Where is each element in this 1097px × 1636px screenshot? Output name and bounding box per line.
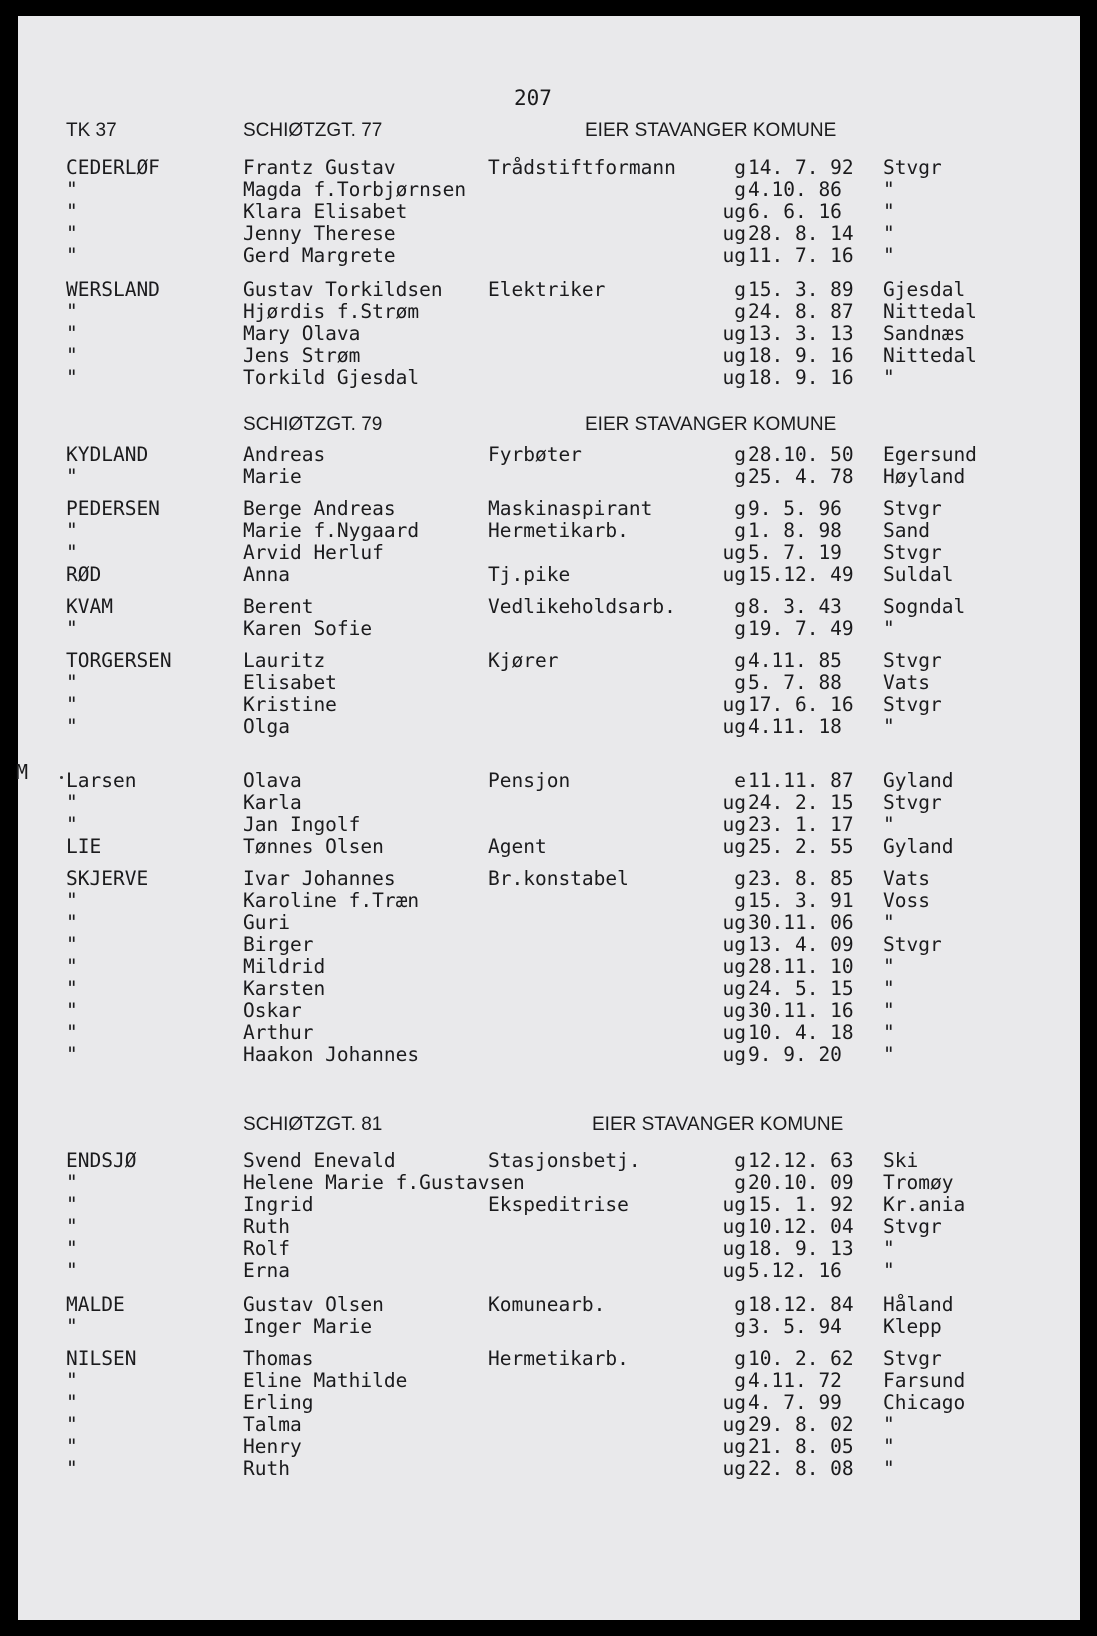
birth-place: Høyland xyxy=(883,465,966,488)
marital-status: ug xyxy=(722,1215,746,1238)
birth-place: " xyxy=(883,1021,895,1044)
family-name: " xyxy=(66,1237,78,1260)
page-number: 207 xyxy=(514,86,552,110)
birth-place: Sogndal xyxy=(883,595,966,618)
birth-place: Stvgr xyxy=(883,791,942,814)
family-name: " xyxy=(66,955,78,978)
marital-status: ug xyxy=(722,222,746,245)
marital-status: ug xyxy=(722,244,746,267)
given-name: Gustav Olsen xyxy=(243,1293,384,1316)
family-name: " xyxy=(66,519,78,542)
given-name: Lauritz xyxy=(243,649,326,672)
birth-date: 13. 3. 13 xyxy=(748,322,854,345)
birth-place: Klepp xyxy=(883,1315,942,1338)
marital-status: g xyxy=(734,1369,746,1392)
owner-label: EIER STAVANGER KOMUNE xyxy=(592,1114,844,1135)
birth-place: Suldal xyxy=(883,563,954,586)
birth-place: " xyxy=(883,1259,895,1282)
family-name: " xyxy=(66,322,78,345)
occupation: Fyrbøter xyxy=(488,443,582,466)
given-name: Anna xyxy=(243,563,290,586)
birth-date: 24. 2. 15 xyxy=(748,791,854,814)
given-name: Karla xyxy=(243,791,302,814)
given-name: Olga xyxy=(243,715,290,738)
family-name: " xyxy=(66,1171,78,1194)
family-name: PEDERSEN xyxy=(66,497,160,520)
occupation: Hermetikarb. xyxy=(488,519,629,542)
family-name: " xyxy=(66,1369,78,1392)
birth-place: " xyxy=(883,244,895,267)
marital-status: g xyxy=(734,671,746,694)
record-row xyxy=(0,834,1097,860)
birth-date: 4.11. 18 xyxy=(748,715,842,738)
birth-place: " xyxy=(883,911,895,934)
birth-place: Farsund xyxy=(883,1369,966,1392)
birth-place: " xyxy=(883,955,895,978)
occupation: Ekspeditrise xyxy=(488,1193,629,1216)
given-name: Berge Andreas xyxy=(243,497,396,520)
family-name: " xyxy=(66,1193,78,1216)
birth-place: Stvgr xyxy=(883,1215,942,1238)
birth-place: " xyxy=(883,1435,895,1458)
street-address: SCHIØTZGT. 79 xyxy=(243,414,383,435)
marital-status: ug xyxy=(722,366,746,389)
family-name: " xyxy=(66,366,78,389)
marital-status: e xyxy=(734,769,746,792)
birth-date: 14. 7. 92 xyxy=(748,156,854,179)
birth-date: 23. 1. 17 xyxy=(748,813,854,836)
family-name: " xyxy=(66,671,78,694)
occupation: Stasjonsbetj. xyxy=(488,1149,641,1172)
marital-status: g xyxy=(734,889,746,912)
marital-status: ug xyxy=(722,1413,746,1436)
family-name: TORGERSEN xyxy=(66,649,172,672)
birth-date: 4. 7. 99 xyxy=(748,1391,842,1414)
given-name: Karoline f.Træn xyxy=(243,889,420,912)
birth-date: 1. 8. 98 xyxy=(748,519,842,542)
given-name: Torkild Gjesdal xyxy=(243,366,420,389)
birth-place: " xyxy=(883,1413,895,1436)
birth-place: Gyland xyxy=(883,769,954,792)
family-name: " xyxy=(66,541,78,564)
marital-status: ug xyxy=(722,1021,746,1044)
birth-place: " xyxy=(883,200,895,223)
birth-date: 11.11. 87 xyxy=(748,769,854,792)
tk-label: TK 37 xyxy=(66,120,117,141)
birth-date: 4.10. 86 xyxy=(748,178,842,201)
given-name: Birger xyxy=(243,933,314,956)
given-name: Svend Enevald xyxy=(243,1149,396,1172)
marital-status: ug xyxy=(722,1193,746,1216)
birth-place: Stvgr xyxy=(883,933,942,956)
family-name: " xyxy=(66,178,78,201)
family-name: " xyxy=(66,933,78,956)
birth-date: 25. 2. 55 xyxy=(748,835,854,858)
marital-status: ug xyxy=(722,322,746,345)
birth-place: " xyxy=(883,813,895,836)
birth-date: 24. 8. 87 xyxy=(748,300,854,323)
marital-status: g xyxy=(734,1315,746,1338)
owner-label: EIER STAVANGER KOMUNE xyxy=(585,120,837,141)
birth-place: Tromøy xyxy=(883,1171,954,1194)
birth-date: 8. 3. 43 xyxy=(748,595,842,618)
given-name: Rolf xyxy=(243,1237,290,1260)
marital-status: ug xyxy=(722,1043,746,1066)
birth-place: Stvgr xyxy=(883,541,942,564)
birth-place: " xyxy=(883,1237,895,1260)
given-name: Mildrid xyxy=(243,955,326,978)
family-name: Larsen xyxy=(66,769,137,792)
birth-place: Håland xyxy=(883,1293,954,1316)
birth-date: 3. 5. 94 xyxy=(748,1315,842,1338)
record-row xyxy=(0,616,1097,642)
birth-date: 15. 1. 92 xyxy=(748,1193,854,1216)
given-name: Inger Marie xyxy=(243,1315,373,1338)
marital-status: ug xyxy=(722,911,746,934)
birth-place: Sand xyxy=(883,519,930,542)
given-name: Mary Olava xyxy=(243,322,361,345)
marital-status: ug xyxy=(722,1457,746,1480)
birth-date: 15. 3. 89 xyxy=(748,278,854,301)
given-name: Karsten xyxy=(243,977,326,1000)
occupation: Elektriker xyxy=(488,278,606,301)
marital-status: ug xyxy=(722,955,746,978)
family-name: ENDSJØ xyxy=(66,1149,137,1172)
family-name: " xyxy=(66,715,78,738)
family-name: " xyxy=(66,1215,78,1238)
family-name: " xyxy=(66,244,78,267)
family-name: " xyxy=(66,911,78,934)
given-name: Gustav Torkildsen xyxy=(243,278,443,301)
given-name: Jens Strøm xyxy=(243,344,361,367)
marital-status: ug xyxy=(722,563,746,586)
family-name: RØD xyxy=(66,563,102,586)
birth-date: 6. 6. 16 xyxy=(748,200,842,223)
marital-status: g xyxy=(734,278,746,301)
given-name: Klara Elisabet xyxy=(243,200,408,223)
birth-date: 24. 5. 15 xyxy=(748,977,854,1000)
family-name: " xyxy=(66,617,78,640)
birth-place: " xyxy=(883,977,895,1000)
record-row xyxy=(0,243,1097,269)
marital-status: g xyxy=(734,595,746,618)
birth-date: 9. 5. 96 xyxy=(748,497,842,520)
family-name: MALDE xyxy=(66,1293,125,1316)
birth-date: 10. 4. 18 xyxy=(748,1021,854,1044)
family-name: KYDLAND xyxy=(66,443,149,466)
given-name: Karen Sofie xyxy=(243,617,373,640)
birth-date: 18. 9. 16 xyxy=(748,366,854,389)
marital-status: ug xyxy=(722,933,746,956)
marital-status: ug xyxy=(722,1259,746,1282)
birth-date: 11. 7. 16 xyxy=(748,244,854,267)
birth-date: 20.10. 09 xyxy=(748,1171,854,1194)
occupation: Kjører xyxy=(488,649,559,672)
birth-place: Chicago xyxy=(883,1391,966,1414)
marital-status: ug xyxy=(722,813,746,836)
given-name: Marie f.Nygaard xyxy=(243,519,420,542)
family-name: " xyxy=(66,344,78,367)
family-name: " xyxy=(66,1435,78,1458)
record-row xyxy=(0,1258,1097,1284)
given-name: Tønnes Olsen xyxy=(243,835,384,858)
occupation: Hermetikarb. xyxy=(488,1347,629,1370)
birth-date: 28. 8. 14 xyxy=(748,222,854,245)
given-name: Jan Ingolf xyxy=(243,813,361,836)
given-name: Hjørdis f.Strøm xyxy=(243,300,420,323)
marital-status: g xyxy=(734,617,746,640)
marital-status: g xyxy=(734,649,746,672)
birth-place: Egersund xyxy=(883,443,977,466)
birth-date: 4.11. 72 xyxy=(748,1369,842,1392)
record-row xyxy=(0,714,1097,740)
birth-place: Nittedal xyxy=(883,344,977,367)
birth-date: 23. 8. 85 xyxy=(748,867,854,890)
birth-place: " xyxy=(883,715,895,738)
given-name: Ruth xyxy=(243,1215,290,1238)
birth-date: 9. 9. 20 xyxy=(748,1043,842,1066)
given-name: Henry xyxy=(243,1435,302,1458)
birth-date: 18. 9. 16 xyxy=(748,344,854,367)
marital-status: g xyxy=(734,178,746,201)
given-name: Andreas xyxy=(243,443,326,466)
family-name: WERSLAND xyxy=(66,278,160,301)
marital-status: g xyxy=(734,156,746,179)
family-name: " xyxy=(66,889,78,912)
given-name: Helene Marie f.Gustavsen xyxy=(243,1171,525,1194)
birth-date: 5. 7. 88 xyxy=(748,671,842,694)
birth-date: 17. 6. 16 xyxy=(748,693,854,716)
marital-status: ug xyxy=(722,344,746,367)
marital-status: g xyxy=(734,867,746,890)
birth-date: 5.12. 16 xyxy=(748,1259,842,1282)
birth-place: Stvgr xyxy=(883,497,942,520)
birth-place: Stvgr xyxy=(883,156,942,179)
given-name: Marie xyxy=(243,465,302,488)
birth-place: Sandnæs xyxy=(883,322,966,345)
birth-date: 18. 9. 13 xyxy=(748,1237,854,1260)
birth-date: 25. 4. 78 xyxy=(748,465,854,488)
given-name: Haakon Johannes xyxy=(243,1043,420,1066)
given-name: Magda f.Torbjørnsen xyxy=(243,178,467,201)
marital-status: g xyxy=(734,519,746,542)
occupation: Maskinaspirant xyxy=(488,497,653,520)
birth-date: 12.12. 63 xyxy=(748,1149,854,1172)
family-name: " xyxy=(66,693,78,716)
birth-place: Voss xyxy=(883,889,930,912)
section-header xyxy=(0,412,1097,438)
street-address: SCHIØTZGT. 77 xyxy=(243,120,383,141)
given-name: Frantz Gustav xyxy=(243,156,396,179)
given-name: Talma xyxy=(243,1413,302,1436)
birth-place: Gyland xyxy=(883,835,954,858)
family-name: LIE xyxy=(66,835,102,858)
given-name: Gerd Margrete xyxy=(243,244,396,267)
marital-status: ug xyxy=(722,1435,746,1458)
section-header xyxy=(0,1112,1097,1138)
birth-place: Vats xyxy=(883,671,930,694)
birth-place: Kr.ania xyxy=(883,1193,966,1216)
occupation: Komunearb. xyxy=(488,1293,606,1316)
birth-date: 28.10. 50 xyxy=(748,443,854,466)
record-row xyxy=(0,1314,1097,1340)
birth-date: 10. 2. 62 xyxy=(748,1347,854,1370)
given-name: Kristine xyxy=(243,693,337,716)
family-name: " xyxy=(66,1391,78,1414)
marital-status: g xyxy=(734,465,746,488)
marital-status: g xyxy=(734,1149,746,1172)
given-name: Oskar xyxy=(243,999,302,1022)
birth-date: 15. 3. 91 xyxy=(748,889,854,912)
marital-status: g xyxy=(734,443,746,466)
birth-date: 4.11. 85 xyxy=(748,649,842,672)
birth-place: " xyxy=(883,1457,895,1480)
given-name: Eline Mathilde xyxy=(243,1369,408,1392)
birth-place: " xyxy=(883,999,895,1022)
occupation: Trådstiftformann xyxy=(488,156,676,179)
given-name: Guri xyxy=(243,911,290,934)
record-row xyxy=(0,1456,1097,1482)
given-name: Arvid Herluf xyxy=(243,541,384,564)
given-name: Ingrid xyxy=(243,1193,314,1216)
family-name: " xyxy=(66,1315,78,1338)
marital-status: ug xyxy=(722,715,746,738)
birth-date: 19. 7. 49 xyxy=(748,617,854,640)
marital-status: ug xyxy=(722,791,746,814)
birth-date: 21. 8. 05 xyxy=(748,1435,854,1458)
family-name: CEDERLØF xyxy=(66,156,160,179)
family-name: " xyxy=(66,465,78,488)
birth-date: 29. 8. 02 xyxy=(748,1413,854,1436)
given-name: Erna xyxy=(243,1259,290,1282)
marital-status: g xyxy=(734,497,746,520)
given-name: Ruth xyxy=(243,1457,290,1480)
given-name: Thomas xyxy=(243,1347,314,1370)
birth-place: " xyxy=(883,366,895,389)
birth-date: 10.12. 04 xyxy=(748,1215,854,1238)
record-row xyxy=(0,365,1097,391)
given-name: Berent xyxy=(243,595,314,618)
marital-status: g xyxy=(734,1293,746,1316)
family-name: " xyxy=(66,1021,78,1044)
section-header xyxy=(0,118,1097,144)
marital-status: ug xyxy=(722,200,746,223)
birth-place: " xyxy=(883,617,895,640)
occupation: Agent xyxy=(488,835,547,858)
given-name: Olava xyxy=(243,769,302,792)
marital-status: ug xyxy=(722,999,746,1022)
birth-date: 30.11. 06 xyxy=(748,911,854,934)
birth-place: " xyxy=(883,178,895,201)
occupation: Pensjon xyxy=(488,769,571,792)
birth-place: " xyxy=(883,1043,895,1066)
marital-status: ug xyxy=(722,541,746,564)
birth-date: 5. 7. 19 xyxy=(748,541,842,564)
family-name: " xyxy=(66,791,78,814)
birth-date: 30.11. 16 xyxy=(748,999,854,1022)
marital-status: ug xyxy=(722,1391,746,1414)
marital-status: g xyxy=(734,1171,746,1194)
family-name: " xyxy=(66,1043,78,1066)
marital-status: ug xyxy=(722,693,746,716)
marital-status: g xyxy=(734,300,746,323)
occupation: Vedlikeholdsarb. xyxy=(488,595,676,618)
owner-label: EIER STAVANGER KOMUNE xyxy=(585,414,837,435)
marital-status: ug xyxy=(722,1237,746,1260)
birth-place: Nittedal xyxy=(883,300,977,323)
record-row xyxy=(0,464,1097,490)
family-name: " xyxy=(66,1457,78,1480)
family-name: " xyxy=(66,300,78,323)
given-name: Erling xyxy=(243,1391,314,1414)
record-row xyxy=(0,1042,1097,1068)
marital-status: ug xyxy=(722,835,746,858)
street-address: SCHIØTZGT. 81 xyxy=(243,1114,383,1135)
family-name: SKJERVE xyxy=(66,867,149,890)
given-name: Elisabet xyxy=(243,671,337,694)
birth-place: Stvgr xyxy=(883,1347,942,1370)
family-name: " xyxy=(66,222,78,245)
given-name: Ivar Johannes xyxy=(243,867,396,890)
family-name: " xyxy=(66,1413,78,1436)
marital-status: g xyxy=(734,1347,746,1370)
family-name: " xyxy=(66,813,78,836)
record-row xyxy=(0,562,1097,588)
birth-place: Stvgr xyxy=(883,693,942,716)
birth-date: 18.12. 84 xyxy=(748,1293,854,1316)
family-name: " xyxy=(66,999,78,1022)
birth-place: " xyxy=(883,222,895,245)
birth-date: 22. 8. 08 xyxy=(748,1457,854,1480)
family-name: " xyxy=(66,977,78,1000)
birth-date: 15.12. 49 xyxy=(748,563,854,586)
birth-place: Ski xyxy=(883,1149,919,1172)
birth-date: 28.11. 10 xyxy=(748,955,854,978)
birth-place: Vats xyxy=(883,867,930,890)
given-name: Arthur xyxy=(243,1021,314,1044)
family-name: " xyxy=(66,1259,78,1282)
family-name: KVAM xyxy=(66,595,113,618)
occupation: Br.konstabel xyxy=(488,867,629,890)
family-name: " xyxy=(66,200,78,223)
given-name: Jenny Therese xyxy=(243,222,396,245)
birth-place: Stvgr xyxy=(883,649,942,672)
family-name: NILSEN xyxy=(66,1347,137,1370)
birth-date: 13. 4. 09 xyxy=(748,933,854,956)
marital-status: ug xyxy=(722,977,746,1000)
occupation: Tj.pike xyxy=(488,563,571,586)
birth-place: Gjesdal xyxy=(883,278,966,301)
margin-mark: M xyxy=(16,760,29,784)
